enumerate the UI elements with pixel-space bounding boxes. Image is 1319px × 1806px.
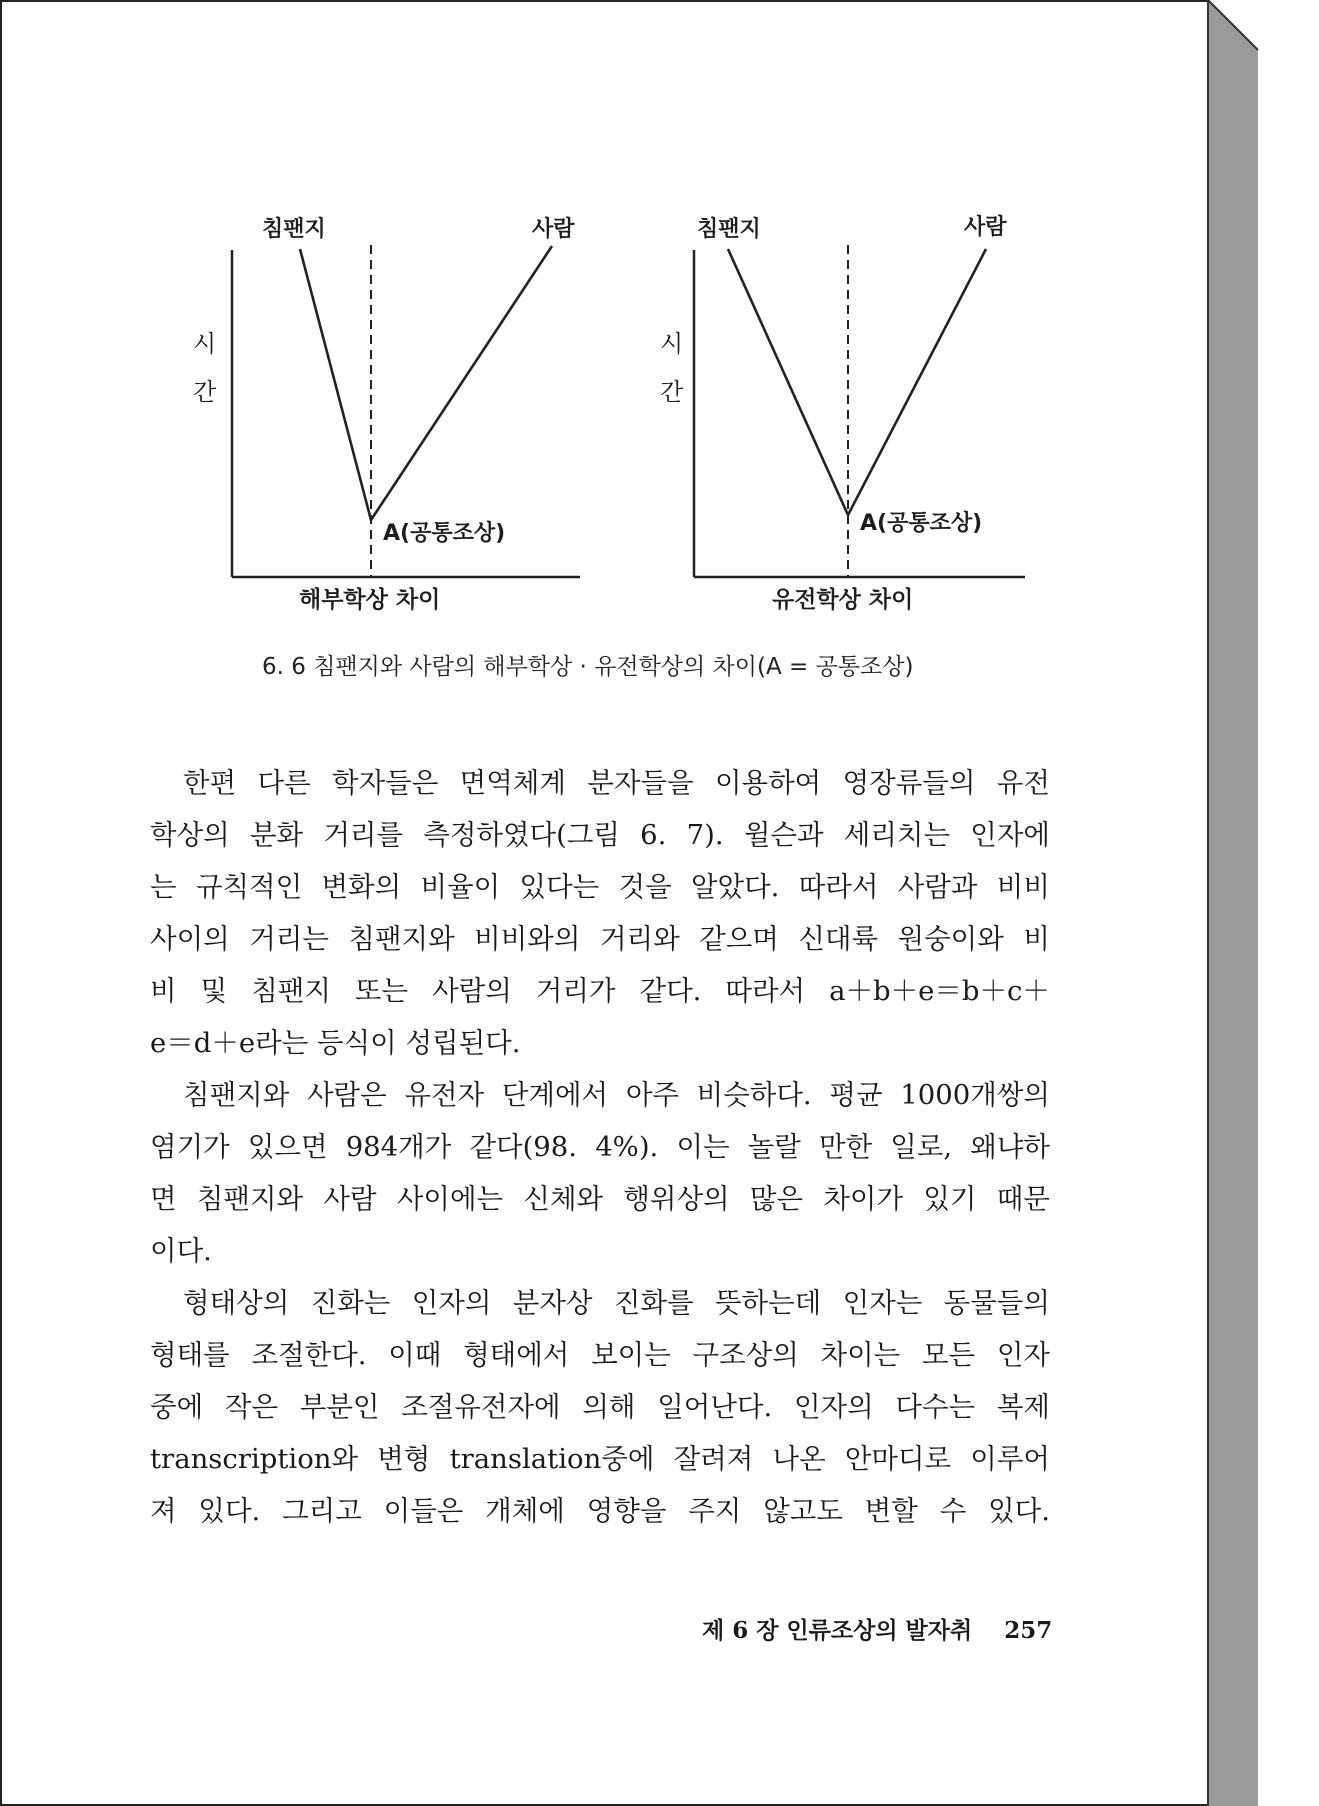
- body-text: [150, 757, 1050, 1537]
- text-line: [150, 965, 1050, 1017]
- word: 이루어: [970, 1443, 1050, 1475]
- word: 같다.: [639, 975, 702, 1007]
- left-chimp-branch: [300, 249, 371, 520]
- word: 왜냐하: [970, 1131, 1050, 1163]
- text-line: [150, 1069, 1050, 1121]
- word: 형태에서: [463, 1339, 570, 1371]
- text-line: [150, 809, 1050, 861]
- word: 뜻하는데: [714, 1287, 822, 1319]
- word: 신대륙: [798, 923, 879, 955]
- text-line: [150, 1485, 1050, 1537]
- word: 사람은: [306, 1079, 387, 1111]
- word: 거리가: [535, 975, 616, 1007]
- word: 는: [150, 871, 177, 903]
- word: 변형: [377, 1443, 431, 1475]
- word: 1000개쌍의: [900, 1079, 1050, 1111]
- word: 침팬지와: [348, 923, 455, 955]
- word: 놀랄: [747, 1131, 801, 1163]
- word: 다수는: [895, 1391, 976, 1423]
- running-footer: [702, 1612, 1052, 1645]
- word: 만한: [819, 1131, 873, 1163]
- word: 것을: [618, 871, 672, 903]
- word: 져: [150, 1495, 177, 1527]
- word: 차이는: [820, 1339, 901, 1371]
- right-y-axis-char-2: 간: [660, 378, 684, 406]
- page-number: 257: [1004, 1617, 1053, 1644]
- word: 같다(98.: [469, 1131, 578, 1163]
- figure-diagram: [0, 0, 1208, 700]
- word: 있기: [923, 1183, 977, 1215]
- word: 다른: [257, 767, 311, 799]
- left-human-label: 사람: [532, 217, 575, 242]
- left-chimp-label: 침팬지: [262, 217, 326, 242]
- word: a＋b＋e＝b＋c＋: [829, 975, 1050, 1007]
- figure-caption: 6. 6 침팬지와 사람의 해부학상 · 유전학상의 차이(A = 공통조상): [262, 654, 914, 680]
- word: 있다는: [519, 871, 600, 903]
- word: 학자들은: [332, 767, 439, 799]
- word: 잘려져: [673, 1443, 754, 1475]
- word: 인자의: [793, 1391, 874, 1423]
- word: 비율이: [420, 871, 501, 903]
- left-y-axis-char-2: 간: [193, 378, 217, 406]
- word: 변할: [864, 1495, 918, 1527]
- word: 아주: [625, 1079, 679, 1111]
- word: 유전자: [404, 1079, 485, 1111]
- word: 있다.: [198, 1495, 261, 1527]
- word: 인자의: [411, 1287, 492, 1319]
- word: 주지: [688, 1495, 742, 1527]
- word: 사람과: [897, 871, 978, 903]
- word: 거리와: [599, 923, 680, 955]
- word: 4%).: [595, 1131, 659, 1163]
- word: 거리를: [323, 819, 404, 851]
- word: 비슷하다.: [696, 1079, 812, 1111]
- word: 한편: [183, 767, 237, 799]
- word: 측정하였다(그림: [423, 819, 620, 851]
- running-title: 제 6 장 인류조상의 발자취: [702, 1617, 973, 1644]
- word: 있으면: [247, 1131, 328, 1163]
- word: 단계에서: [501, 1079, 609, 1111]
- word: 면: [150, 1183, 177, 1215]
- word: 및: [200, 975, 228, 1007]
- word: 사이에는: [396, 1183, 504, 1215]
- left-panel: [193, 216, 580, 613]
- word: 조절유전자에: [401, 1391, 561, 1423]
- word: 사이의: [150, 923, 230, 955]
- word: 영장류들의: [842, 767, 976, 799]
- right-chimp-branch: [728, 249, 848, 515]
- word: 수: [939, 1495, 967, 1527]
- word: 원숭이와: [897, 923, 1004, 955]
- right-human-label: 사람: [964, 215, 1007, 240]
- word: 분자들을: [587, 767, 694, 799]
- word: 침팬지: [251, 975, 331, 1007]
- word: 따라서: [798, 871, 879, 903]
- right-y-axis-char-1: 시: [660, 330, 684, 358]
- word: 면역체계: [459, 767, 566, 799]
- word: 따라서: [725, 975, 806, 1007]
- word: 이들은: [383, 1495, 464, 1527]
- word: 부분인: [299, 1391, 380, 1423]
- right-chimp-label: 침팬지: [697, 217, 761, 242]
- paragraph-2: [150, 1069, 1050, 1277]
- word: 않고도: [763, 1495, 843, 1527]
- word: 6.: [640, 819, 667, 851]
- word: 안마디로: [844, 1443, 952, 1475]
- word: 거리는: [249, 923, 329, 955]
- word: 이용하여: [714, 767, 822, 799]
- word: 많은: [749, 1183, 804, 1215]
- word: 진화를: [613, 1287, 694, 1319]
- word: 중에: [150, 1391, 204, 1423]
- text-line: e＝d＋e라는 등식이 성립된다.: [150, 1027, 521, 1059]
- word: 동물들의: [943, 1287, 1050, 1319]
- text-line: 이다.: [150, 1235, 212, 1267]
- word: 분화: [249, 819, 304, 851]
- text-line: [150, 1121, 1050, 1173]
- word: 분자상: [512, 1287, 593, 1319]
- word: 형태를: [150, 1339, 230, 1371]
- word: 사람: [323, 1183, 377, 1215]
- word: 형태상의: [183, 1287, 290, 1319]
- word: 또는: [354, 975, 409, 1007]
- text-line: [150, 913, 1050, 965]
- word: 염기가: [150, 1131, 230, 1163]
- word: 작은: [224, 1391, 279, 1423]
- word: 인자에: [970, 819, 1050, 851]
- text-line: [150, 1381, 1050, 1433]
- left-x-axis-label: 해부학상 차이: [299, 587, 441, 613]
- word: 영향을: [586, 1495, 667, 1527]
- word: 이때: [388, 1339, 442, 1371]
- right-x-axis-label: 유전학상 차이: [772, 587, 914, 613]
- word: 학상의: [150, 819, 230, 851]
- text-line: [150, 1433, 1050, 1485]
- text-line: [150, 861, 1050, 913]
- word: 같으며: [699, 923, 779, 955]
- left-human-branch: [371, 246, 552, 520]
- word: 비비: [996, 871, 1050, 903]
- text-line: [150, 757, 1050, 809]
- word: 변화의: [321, 871, 402, 903]
- paragraph-3: [150, 1277, 1050, 1537]
- word: 개체에: [485, 1495, 565, 1527]
- word: 진화는: [310, 1287, 391, 1319]
- word: 규칙적인: [195, 871, 303, 903]
- word: 윌슨과: [743, 819, 824, 851]
- word: 인자는: [842, 1287, 923, 1319]
- paragraph-1: [150, 757, 1050, 1069]
- word: 차이가: [823, 1183, 904, 1215]
- word: 보이는: [591, 1339, 671, 1371]
- word: 침팬지와: [183, 1079, 290, 1111]
- text-line: [150, 1173, 1050, 1225]
- word: 침팬지와: [196, 1183, 304, 1215]
- word: 7).: [686, 819, 724, 851]
- word: translation중에: [449, 1443, 655, 1475]
- word: 이는: [676, 1131, 730, 1163]
- right-ancestor-label: A(공통조상): [860, 511, 983, 536]
- right-panel: [660, 214, 1025, 613]
- word: 알았다.: [690, 871, 780, 903]
- word: 있다.: [988, 1495, 1050, 1527]
- text-line: [150, 1329, 1050, 1381]
- word: 구조상의: [692, 1339, 799, 1371]
- word: 비: [1023, 923, 1050, 955]
- word: 일어난다.: [657, 1391, 773, 1423]
- word: 비: [150, 975, 177, 1007]
- word: 모든: [921, 1339, 976, 1371]
- word: 세리치는: [843, 819, 951, 851]
- word: 그리고: [282, 1495, 362, 1527]
- left-ancestor-label: A(공통조상): [383, 521, 506, 546]
- left-y-axis-char-1: 시: [193, 330, 217, 358]
- word: 신체와: [523, 1183, 604, 1215]
- word: 사람의: [432, 975, 512, 1007]
- word: 의해: [582, 1391, 636, 1423]
- word: 행위상의: [623, 1183, 730, 1215]
- word: 비비와의: [474, 923, 581, 955]
- text-line: [150, 1277, 1050, 1329]
- right-human-branch: [848, 249, 986, 515]
- word: 인자: [996, 1339, 1050, 1371]
- word: 때문: [996, 1183, 1050, 1215]
- word: transcription와: [150, 1443, 359, 1475]
- word: 조절한다.: [251, 1339, 367, 1371]
- word: 나온: [772, 1443, 826, 1475]
- word: 복제: [996, 1391, 1050, 1423]
- word: 984개가: [345, 1131, 452, 1163]
- word: 평균: [829, 1079, 883, 1111]
- word: 일로,: [890, 1131, 953, 1163]
- word: 유전: [996, 767, 1050, 799]
